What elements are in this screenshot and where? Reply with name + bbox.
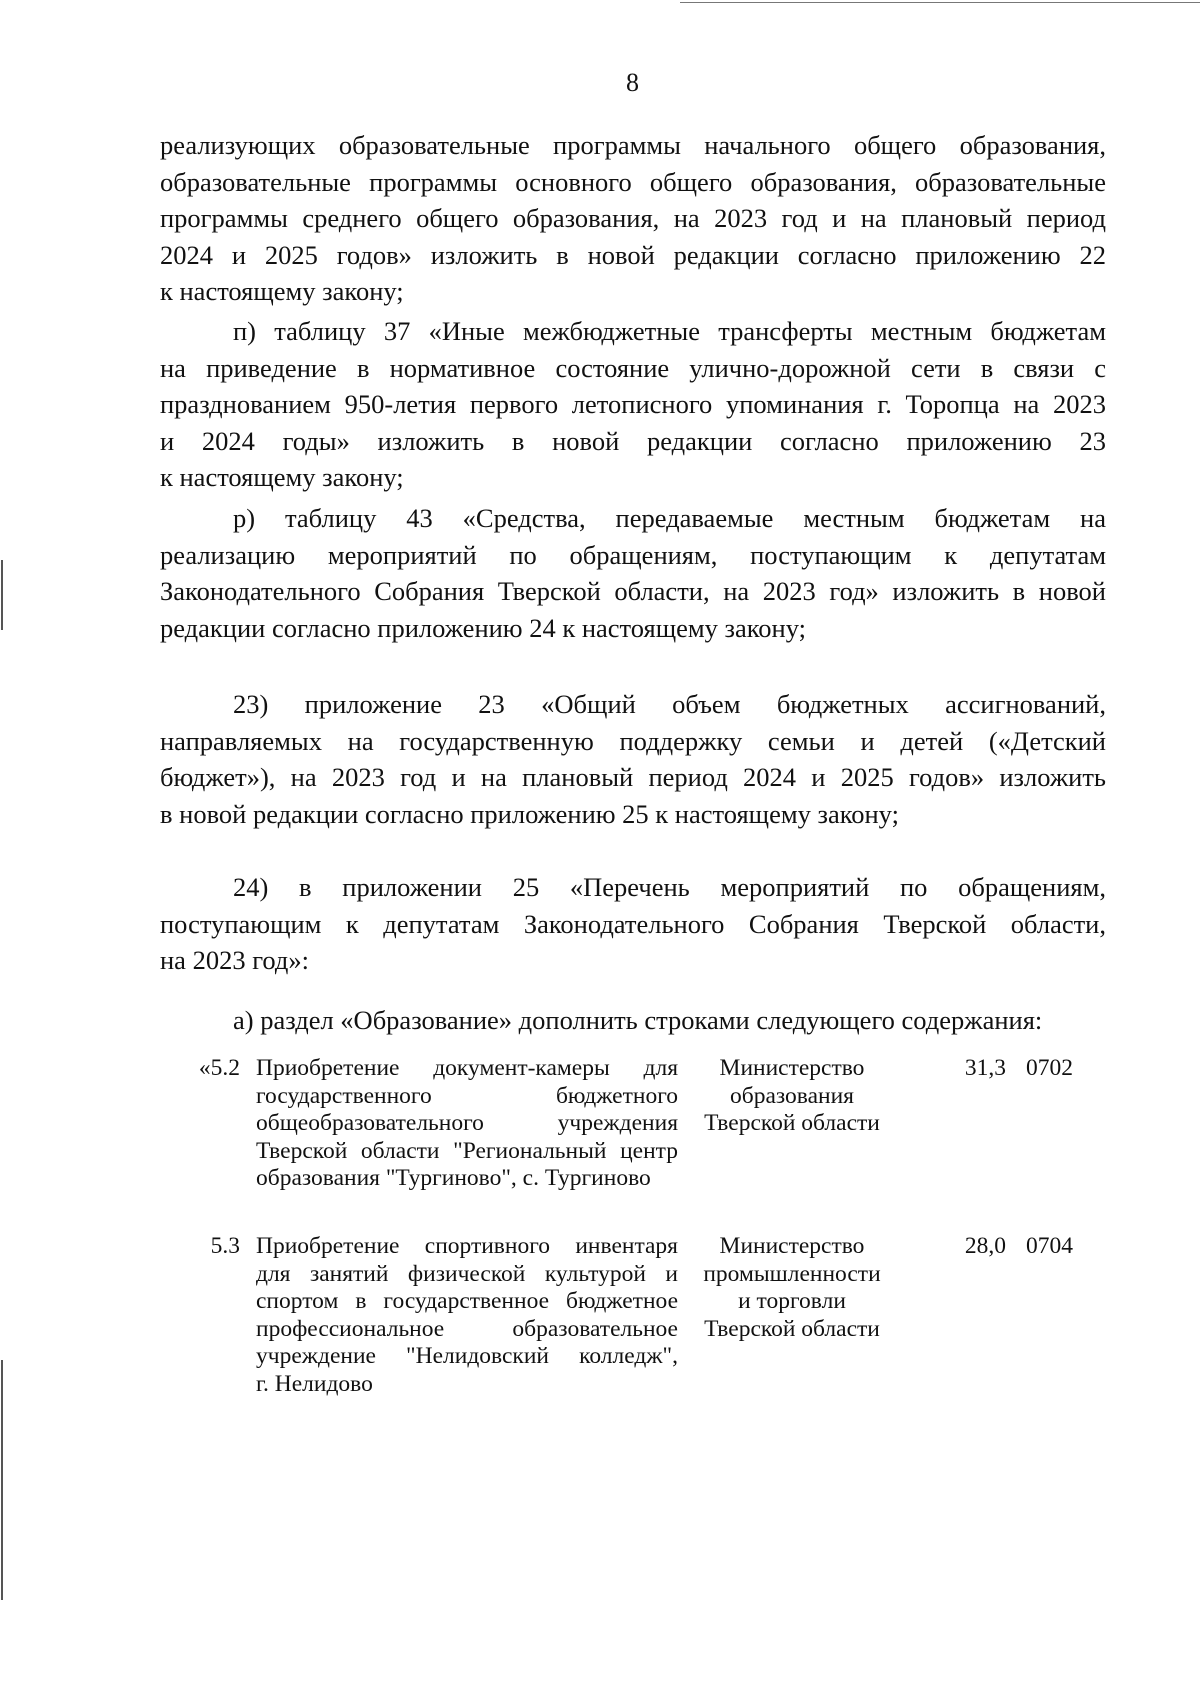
paragraph (160, 1002, 1106, 1039)
paragraph (160, 869, 1106, 979)
text-line: профессиональное образовательное (256, 1315, 678, 1342)
text-line: Министерство (719, 1055, 865, 1081)
page-number: 8 (626, 68, 639, 97)
text-line: и торговли (738, 1288, 846, 1314)
paragraph (160, 127, 1106, 310)
text-line: бюджет»), на 2023 год и на плановый период 2024 и 2025 годов» изложить (160, 762, 1106, 792)
budget-table (160, 1055, 1106, 1411)
row-description (256, 1055, 678, 1193)
row-ministry (692, 1055, 892, 1138)
text-line: на 2023 год»: (160, 945, 309, 975)
text-line: 24) в приложении 25 «Перечень мероприятий по обращениям, (233, 872, 1106, 902)
table-row (160, 1233, 1106, 1411)
paragraph (160, 686, 1106, 832)
text-line: а) раздел «Образование» дополнить строками следующего содержания: (233, 1005, 1043, 1035)
text-line: образовательные программы основного общего образования, образовательные (160, 166, 1106, 197)
text-line: общеобразовательного учреждения (256, 1110, 678, 1136)
text-line: к настоящему закону; (160, 462, 404, 492)
row-ministry (692, 1233, 892, 1343)
paragraph-continuation (160, 127, 1106, 310)
scan-artifact-line (680, 2, 1200, 3)
paragraph-item-a (160, 1002, 1106, 1039)
row-amount: 31,3 (964, 1055, 1006, 1081)
row-number: 5.3 (210, 1233, 240, 1259)
row-number: «5.2 (198, 1055, 240, 1081)
text-line: государственного бюджетного (256, 1082, 678, 1109)
paragraph-item-p (160, 313, 1106, 496)
text-line: Министерство (719, 1233, 865, 1259)
text-line: п) таблицу 37 «Иные межбюджетные трансферты местным бюджетам (233, 316, 1106, 346)
text-line: для занятий физической культурой и (256, 1260, 678, 1287)
text-line: и 2024 годы» изложить в новой редакции согласно приложению 23 (160, 425, 1106, 456)
text-line: г. Нелидово (256, 1370, 373, 1397)
scan-artifact-mark (1, 560, 3, 630)
text-line: спортом в государственное бюджетное (256, 1288, 678, 1314)
text-line: Приобретение спортивного инвентаря (256, 1233, 678, 1259)
paragraph-item-23 (160, 686, 1106, 832)
row-code: 0702 (1026, 1055, 1073, 1081)
table-row (160, 1055, 1106, 1233)
text-line: Тверской области "Региональный центр (256, 1137, 678, 1164)
text-line: поступающим к депутатам Законодательного Собрания Тверской области, (160, 908, 1106, 939)
text-line: редакции согласно приложению 24 к настоящему закону; (160, 612, 806, 643)
row-description (256, 1233, 678, 1398)
text-line: 2024 и 2025 годов» изложить в новой редакции согласно приложению 22 (160, 239, 1106, 270)
text-line: промышленности (703, 1260, 881, 1287)
text-line: образования "Тургиново", с. Тургиново (256, 1165, 651, 1191)
text-line: программы среднего общего образования, на 2023 год и на плановый период (160, 203, 1106, 233)
text-line: реализующих образовательные программы начального общего образования, (160, 130, 1106, 160)
text-line: Приобретение документ-камеры для (256, 1055, 678, 1081)
text-line: 23) приложение 23 «Общий объем бюджетных ассигнований, (233, 689, 1106, 719)
row-amount: 28,0 (964, 1233, 1006, 1259)
paragraph-item-r (160, 500, 1106, 646)
paragraph (160, 500, 1106, 646)
text-line: на приведение в нормативное состояние улично-дорожной сети в связи с (160, 352, 1106, 383)
paragraph (160, 313, 1106, 496)
text-line: Законодательного Собрания Тверской области, на 2023 год» изложить в новой (160, 576, 1106, 606)
text-line: празднованием 950-летия первого летописного упоминания г. Торопца на 2023 (160, 389, 1106, 419)
text-line: Тверской области (704, 1315, 880, 1342)
row-code: 0704 (1026, 1233, 1073, 1259)
text-line: учреждение "Нелидовский колледж", (256, 1343, 678, 1369)
text-line: реализацию мероприятий по обращениям, поступающим к депутатам (160, 539, 1106, 570)
text-line: Тверской области (704, 1110, 880, 1136)
text-line: в новой редакции согласно приложению 25 к настоящему закону; (160, 798, 899, 829)
paragraph-item-24 (160, 869, 1106, 979)
text-line: образования (730, 1082, 854, 1109)
scan-artifact-mark (1, 1360, 3, 1600)
text-line: направляемых на государственную поддержку семьи и детей («Детский (160, 725, 1106, 756)
text-line: к настоящему закону; (160, 276, 404, 306)
text-line: р) таблицу 43 «Средства, передаваемые местным бюджетам на (233, 503, 1106, 533)
